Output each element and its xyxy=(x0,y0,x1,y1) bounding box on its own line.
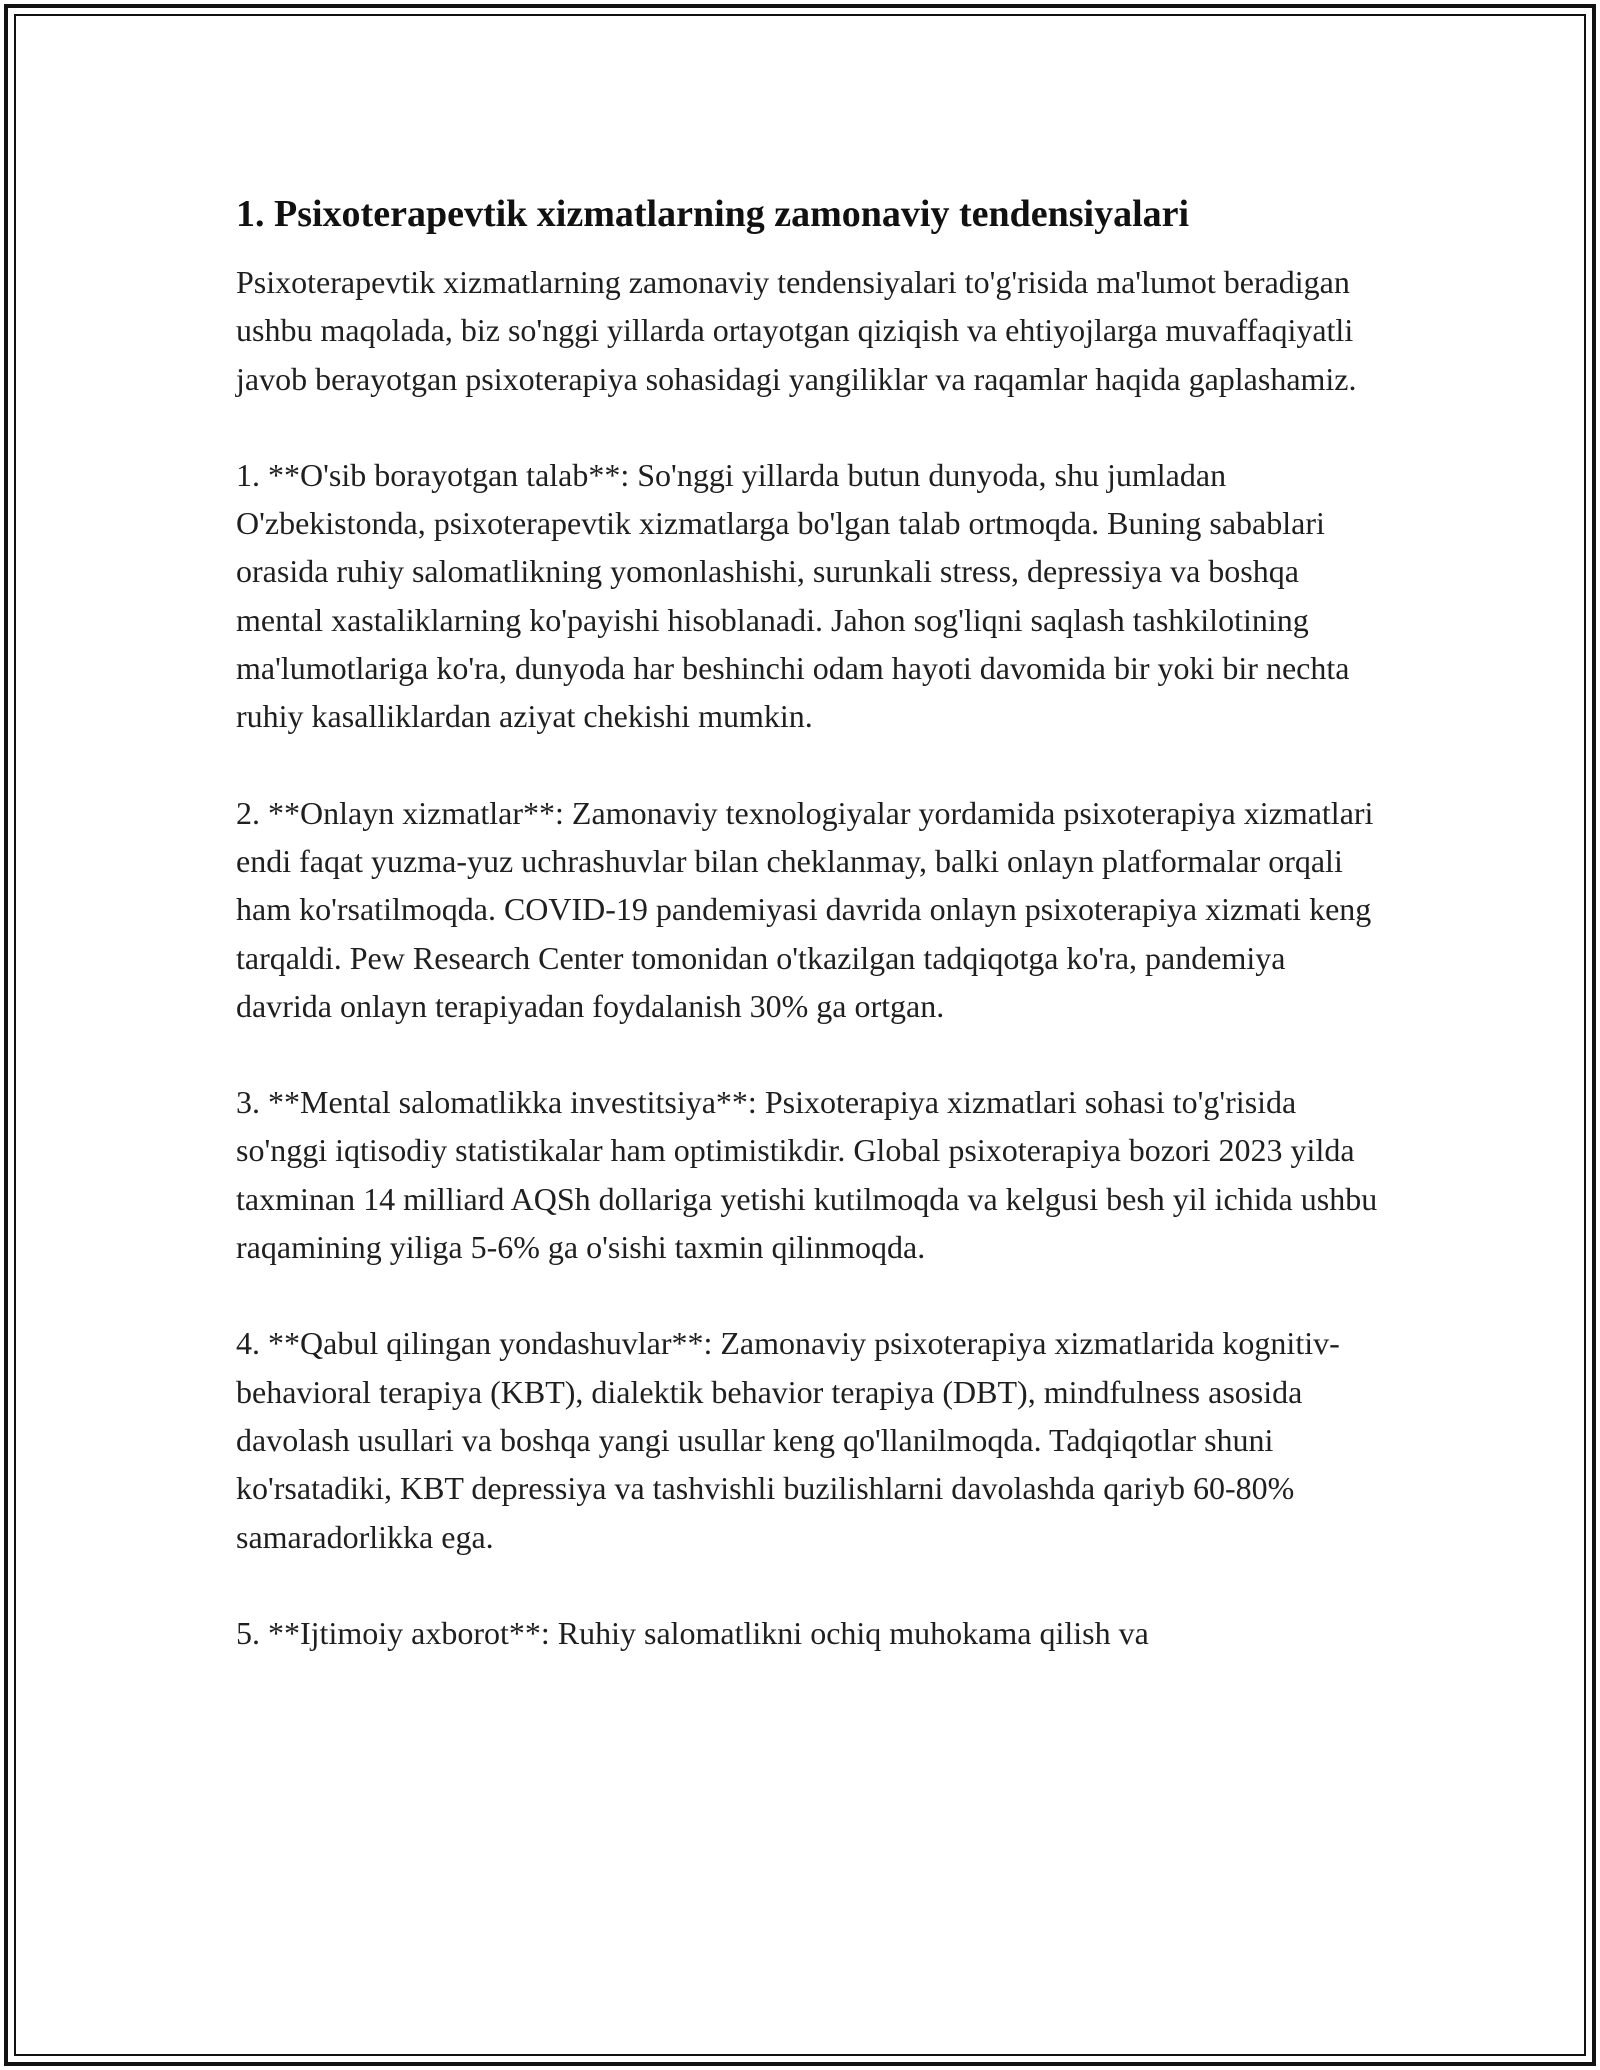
document-title: 1. Psixoterapevtik xizmatlarning zamonaviy tendensiyalari xyxy=(236,193,1190,235)
intro-paragraph: Psixoterapevtik xizmatlarning zamonaviy tendensiyalari to'g'risida ma'lumot beradigan ushbu maqolada, biz so'nggi yillarda ortayotgan qiziqish va ehtiyojlarga muvaffaqiyatli javob berayotgan psixoterapiya sohasidagi yangiliklar va raqamlar haqida gaplashamiz. xyxy=(236,264,1357,397)
section-social-information: 5. **Ijtimoiy axborot**: Ruhiy salomatlikni ochiq muhokama qilish va xyxy=(236,1614,1149,1651)
document-body xyxy=(236,186,1386,1657)
section-mental-health-investment: 3. **Mental salomatlikka investitsiya**: Psixoterapiya xizmatlari sohasi to'g'risida so'nggi iqtisodiy statistikalar ham optimistikdir. Global psixoterapiya bozori 2023 yilda taxminan 14 milliard AQSh dollariga yetishi kutilmoqda va kelgusi besh yil ichida ushbu raqamining yiliga 5-6% ga o'sishi taxmin qilinmoqda. xyxy=(236,1084,1378,1266)
section-growing-demand: 1. **O'sib borayotgan talab**: So'nggi yillarda butun dunyoda, shu jumladan O'zbekistonda, psixoterapevtik xizmatlarga bo'lgan talab ortmoqda. Buning sabablari orasida ruhiy salomatlikning yomonlashishi, surunkali stress, depressiya va boshqa mental xastaliklarning ko'payishi hisoblanadi. Jahon sog'liqni saqlash tashkilotining ma'lumotlariga ko'ra, dunyoda har beshinchi odam hayoti davomida bir yoki bir nechta ruhiy kasalliklardan aziyat chekishi mumkin. xyxy=(236,456,1350,735)
section-online-services: 2. **Onlayn xizmatlar**: Zamonaviy texnologiyalar yordamida psixoterapiya xizmatlari endi faqat yuzma-yuz uchrashuvlar bilan cheklanmay, balki onlayn platformalar orqali ham ko'rsatilmoqda. COVID-19 pandemiyasi davrida onlayn psixoterapiya xizmati keng tarqaldi. Pew Research Center tomonidan o'tkazilgan tadqiqotga ko'ra, pandemiya davrida onlayn terapiyadan foydalanish 30% ga ortgan. xyxy=(236,794,1374,1024)
section-accepted-approaches: 4. **Qabul qilingan yondashuvlar**: Zamonaviy psixoterapiya xizmatlarida kognitiv-behavioral terapiya (KBT), dialektik behavior terapiya (DBT), mindfulness asosida davolash usullari va boshqa yangi usullar keng qo'llanilmoqda. Tadqiqotlar shuni ko'rsatadiki, KBT depressiya va tashvishli buzilishlarni davolashda qariyb 60-80% samaradorlikka ega. xyxy=(236,1325,1340,1555)
